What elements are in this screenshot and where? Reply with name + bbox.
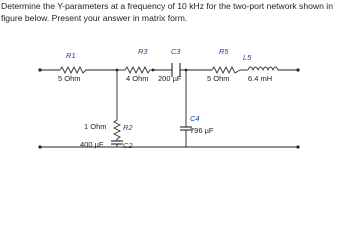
r1-name: R1 (66, 51, 76, 60)
resistor-r5 (207, 47, 240, 83)
c2-value: 400 µF (80, 140, 104, 149)
question-line-2: figure below. Present your answer in matrix form. (1, 12, 188, 23)
input-terminal-top (38, 68, 41, 71)
r5-value: 5 Ohm (207, 74, 230, 83)
r3-value: 4 Ohm (126, 74, 149, 83)
c4-name: C4 (190, 114, 200, 123)
resistor-r3 (117, 47, 153, 83)
c4-value: 796 µF (190, 126, 214, 135)
r1-value: 5 Ohm (58, 74, 81, 83)
c3-value: 200 µF (158, 74, 182, 83)
r2-name: R2 (123, 123, 133, 132)
inductor-l5 (243, 53, 278, 83)
l5-name: L5 (243, 53, 252, 62)
c2-name: C2 (123, 141, 133, 150)
output-terminal-top (296, 68, 299, 71)
l5-value: 6.4 mH (248, 74, 273, 83)
capacitor-c3 (158, 47, 182, 83)
r3-name: R3 (138, 47, 148, 56)
r2-value: 1 Ohm (84, 122, 107, 131)
resistor-r1 (58, 51, 86, 83)
question-line-1: Determine the Y-parameters at a frequency of 10 kHz for the two-port network shown in (1, 1, 333, 11)
junction-node-2 (152, 69, 155, 72)
r5-name: R5 (219, 47, 229, 56)
c3-name: C3 (171, 47, 181, 56)
